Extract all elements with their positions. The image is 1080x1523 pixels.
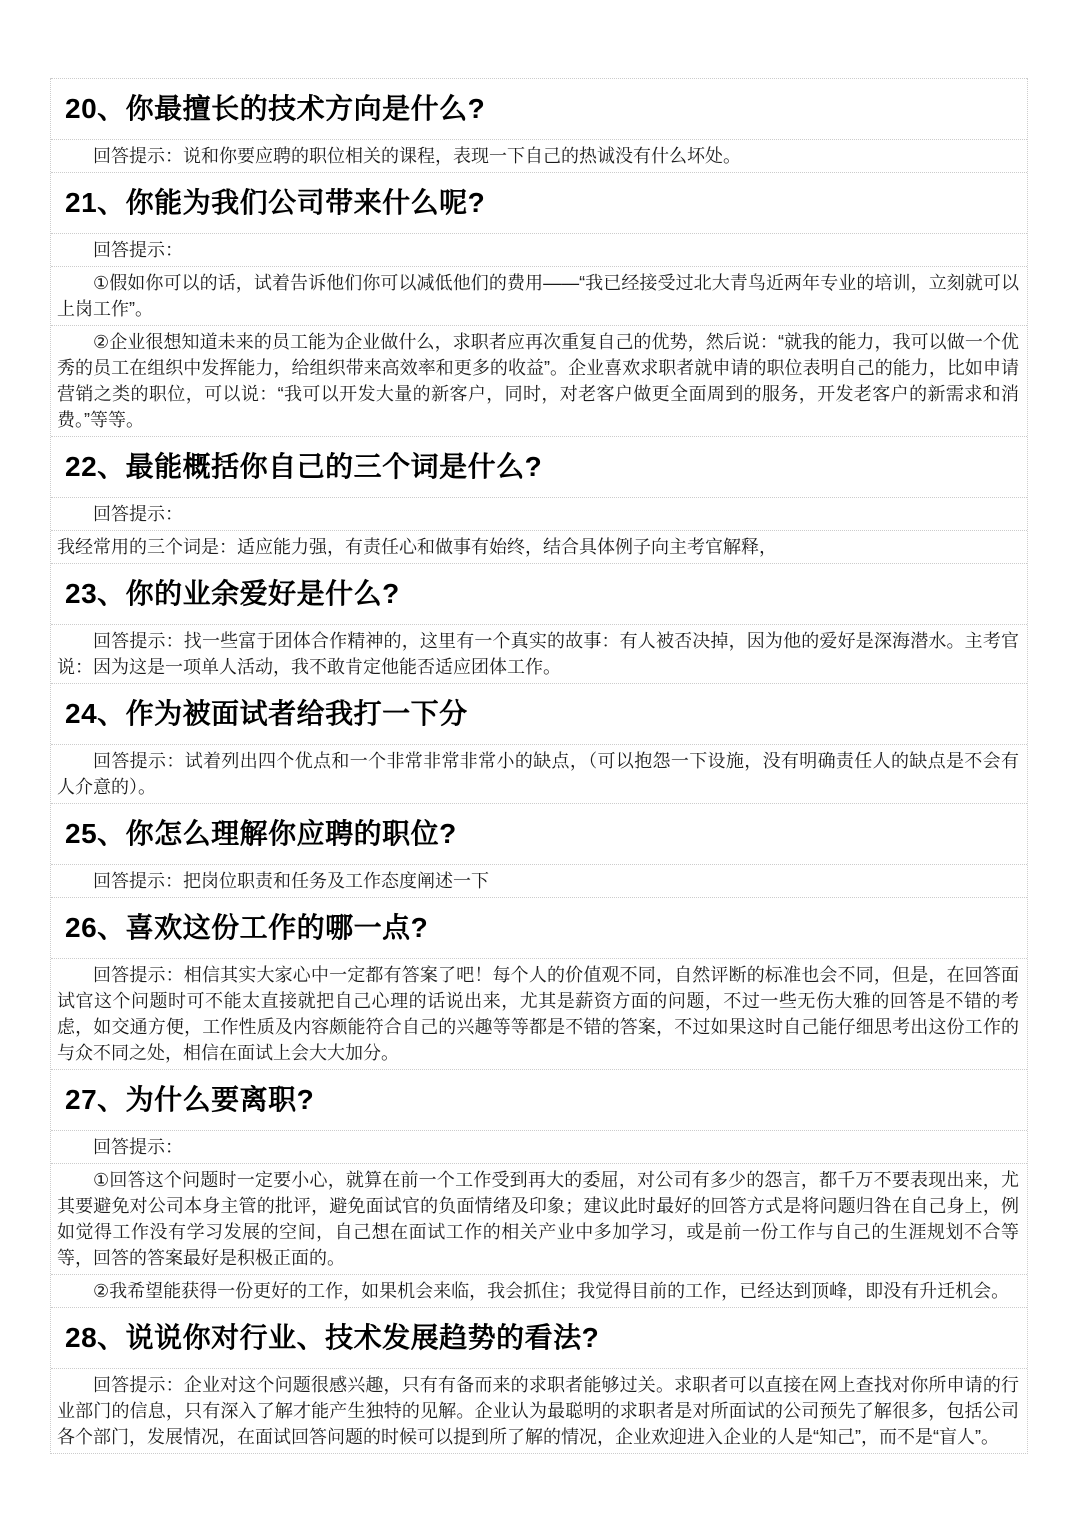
question-heading-22: 22、最能概括你自己的三个词是什么?: [51, 436, 1027, 497]
interview-qa-list: [50, 78, 1028, 1454]
answer-hint-paragraph-22-1: 回答提示：: [51, 497, 1027, 530]
answer-hint-paragraph-22-2: 我经常用的三个词是：适应能力强，有责任心和做事有始终，结合具体例子向主考官解释，: [51, 530, 1027, 563]
answer-hint-paragraph-26-1: 回答提示：相信其实大家心中一定都有答案了吧！每个人的价值观不同，自然评断的标准也会不同，但是，在回答面试官这个问题时可不能太直接就把自己心理的话说出来，尤其是薪资方面的问题，不过一些无伤大雅的回答是不错的考虑，如交通方便，工作性质及内容颇能符合自己的兴趣等等都是不错的答案，不过如果这时自己能仔细思考出这份工作的与众不同之处，相信在面试上会大大加分。: [51, 958, 1027, 1069]
answer-hint-paragraph-21-1: 回答提示：: [51, 233, 1027, 266]
answer-hint-paragraph-24-1: 回答提示：试着列出四个优点和一个非常非常非常小的缺点，（可以抱怨一下设施，没有明确责任人的缺点是不会有人介意的）。: [51, 744, 1027, 803]
question-heading-24: 24、作为被面试者给我打一下分: [51, 683, 1027, 744]
question-heading-27: 27、为什么要离职?: [51, 1069, 1027, 1130]
answer-hint-paragraph-27-1: 回答提示：: [51, 1130, 1027, 1163]
answer-hint-paragraph-27-2: ①回答这个问题时一定要小心，就算在前一个工作受到再大的委屈，对公司有多少的怨言，都千万不要表现出来，尤其要避免对公司本身主管的批评，避免面试官的负面情绪及印象；建议此时最好的回答方式是将问题归咎在自己身上，例如觉得工作没有学习发展的空间，自己想在面试工作的相关产业中多加学习，或是前一份工作与自己的生涯规划不合等等，回答的答案最好是积极正面的。: [51, 1163, 1027, 1274]
answer-hint-paragraph-23-1: 回答提示：找一些富于团体合作精神的，这里有一个真实的故事：有人被否决掉，因为他的爱好是深海潜水。主考官说：因为这是一项单人活动，我不敢肯定他能否适应团体工作。: [51, 624, 1027, 683]
answer-hint-paragraph-27-3: ②我希望能获得一份更好的工作，如果机会来临，我会抓住；我觉得目前的工作，已经达到顶峰，即没有升迁机会。: [51, 1274, 1027, 1307]
question-heading-28: 28、说说你对行业、技术发展趋势的看法?: [51, 1307, 1027, 1368]
question-heading-25: 25、你怎么理解你应聘的职位?: [51, 803, 1027, 864]
answer-hint-paragraph-21-3: ②企业很想知道未来的员工能为企业做什么，求职者应再次重复自己的优势，然后说：“就我的能力，我可以做一个优秀的员工在组织中发挥能力，给组织带来高效率和更多的收益”。企业喜欢求职者就申请的职位表明自己的能力，比如申请营销之类的职位，可以说：“我可以开发大量的新客户，同时，对老客户做更全面周到的服务，开发老客户的新需求和消费。”等等。: [51, 325, 1027, 436]
answer-hint-paragraph-21-2: ①假如你可以的话，试着告诉他们你可以减低他们的费用——“我已经接受过北大青鸟近两年专业的培训，立刻就可以上岗工作”。: [51, 266, 1027, 325]
answer-hint-paragraph-28-1: 回答提示：企业对这个问题很感兴趣，只有有备而来的求职者能够过关。求职者可以直接在网上查找对你所申请的行业部门的信息，只有深入了解才能产生独特的见解。企业认为最聪明的求职者是对所面试的公司预先了解很多，包括公司各个部门，发展情况，在面试回答问题的时候可以提到所了解的情况，企业欢迎进入企业的人是“知己”，而不是“盲人”。: [51, 1368, 1027, 1453]
question-heading-26: 26、喜欢这份工作的哪一点?: [51, 897, 1027, 958]
answer-hint-paragraph-25-1: 回答提示：把岗位职责和任务及工作态度阐述一下: [51, 864, 1027, 897]
question-heading-21: 21、你能为我们公司带来什么呢?: [51, 172, 1027, 233]
question-heading-23: 23、你的业余爱好是什么?: [51, 563, 1027, 624]
question-heading-20: 20、你最擅长的技术方向是什么?: [51, 78, 1027, 139]
answer-hint-paragraph-20-1: 回答提示：说和你要应聘的职位相关的课程，表现一下自己的热诚没有什么坏处。: [51, 139, 1027, 172]
